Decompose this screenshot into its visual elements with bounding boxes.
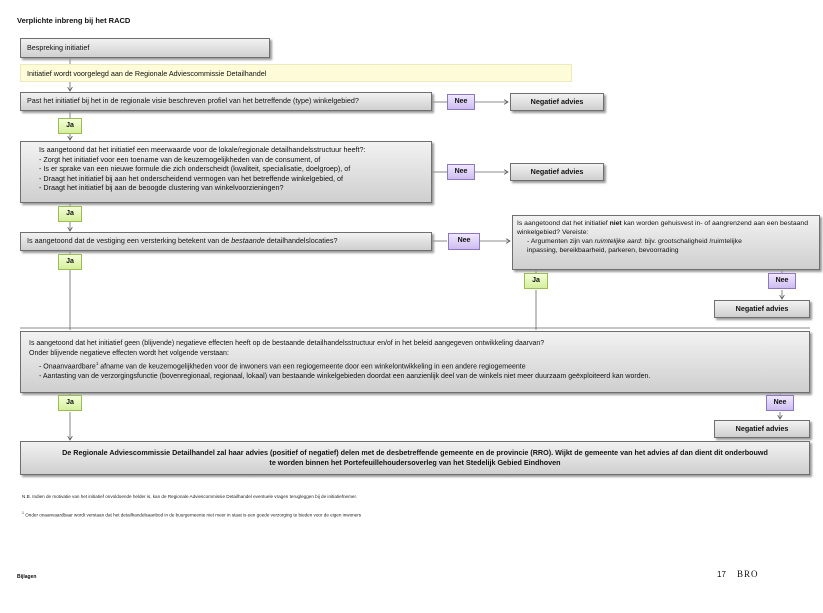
submission-note: Initiatief wordt voorgelegd aan de Regionale Adviescommissie Detailhandel	[20, 64, 572, 82]
no-label: Nee	[766, 395, 794, 411]
yes-label: Ja	[58, 118, 82, 134]
effect-item: - Aantasting van de verzorgingsfunctie (bovenregionaal, regionaal, lokaal) van bestaande winkelgebieden doordat een aanzienlijk deel van de winkels niet meer duurzaam geëxploiteerd kan worden.	[39, 373, 651, 381]
effect-item: - Onaanvaardbare	[39, 363, 96, 371]
no-label: Nee	[448, 233, 480, 250]
question-intro: Is aangetoond dat het initiatief een meerwaarde voor de lokale/regionale detailhandelsstructuur heeft?:	[39, 145, 366, 154]
negative-advice-box: Negatief advies	[714, 300, 810, 318]
requirement-text: - Argumenten zijn van	[527, 238, 595, 245]
footnote	[22, 511, 361, 518]
criterion-item: - Draagt het initiatief bij aan het onderscheidend vermogen van het betreffende winkelgebied, of	[39, 173, 343, 183]
start-box: Bespreking initiatief	[20, 38, 270, 58]
criterion-item: - Zorgt het initiatief voor een toename van de keuzemogelijkheden van de consument, of	[39, 154, 321, 164]
no-label: Nee	[447, 164, 475, 180]
footnote-mark: 1	[22, 511, 24, 515]
requirement-emphasis: ruimtelijke aard	[594, 238, 641, 245]
yes-label: Ja	[58, 206, 82, 222]
q3b-text-end: kan worden gehuisvest in- of aangrenzend aan een bestaand winkelgebied? Vereiste:	[517, 220, 808, 236]
q3-text-end: detailhandelslocaties?	[264, 236, 338, 245]
page-number: 17	[717, 570, 726, 579]
footer-section: Bijlagen	[17, 574, 37, 580]
requirement-text-end: : bijv. grootschaligheid /ruimtelijke inpassing, bereikbaarheid, parkeren, bevoorrading	[527, 238, 742, 254]
q3b-text: Is aangetoond dat het initiatief	[517, 220, 610, 227]
q3b-bold: niet	[609, 220, 622, 227]
no-label: Nee	[447, 94, 475, 110]
question-added-value	[20, 141, 432, 203]
question-profile: Past het initiatief bij het in de regionale visie beschreven profiel van het betreffende (type) winkelgebied?	[20, 92, 432, 111]
final-advice-box: De Regionale Adviescommissie Detailhandel zal haar advies (positief of negatief) delen met de desbetreffende gemeente en de provincie (RRO). Wijkt de gemeente van het advies af dan dient dit onderbouwd te worden binnen het Portefeuillehoudersoverleg van het Stedelijk Gebied Eindhoven	[20, 441, 810, 475]
page-title: Verplichte inbreng bij het RACD	[17, 16, 131, 25]
criterion-item: - Is er sprake van een nieuwe formule die zich onderscheidt (kwaliteit, specialisatie, doelgroep), of	[39, 164, 351, 174]
q3-text: Is aangetoond dat de vestiging een versterking betekent van de	[27, 236, 232, 245]
question-strengthening	[20, 232, 432, 251]
effect-item-end: afname van de keuzemogelijkheden voor de inwoners van een regiogemeente door een winkelontwikkeling in een andere regiogemeente	[98, 363, 526, 371]
negative-advice-box: Negatief advies	[510, 163, 604, 181]
criterion-item: - Draagt het initiatief bij aan de beoogde clustering van winkelvoorzieningen?	[39, 183, 284, 193]
question-negative-effects	[20, 331, 810, 393]
nb-note: N.B. Indien de motivatie van het initiatief onvoldoende helder is, kan de Regionale Adviescommissie Detailhandel eventuele vragen terugleggen bij de initiatiefnemer.	[22, 494, 358, 499]
q3-emphasis: bestaande	[231, 236, 265, 245]
bro-logo: BRO	[737, 569, 759, 579]
question-location	[512, 215, 820, 270]
q4-subtitle: Onder blijvende negatieve effecten wordt het volgende verstaan:	[29, 350, 229, 357]
no-label: Nee	[768, 273, 796, 289]
negative-advice-box: Negatief advies	[714, 420, 810, 438]
yes-label: Ja	[524, 273, 548, 289]
yes-label: Ja	[58, 395, 82, 411]
footnote-text: Onder onaanvaardbaar wordt verstaan dat het detailhandelsaanbod in de buurgemeente niet meer in staat is een goede verzorging te bieden voor de eigen inwoners	[25, 512, 362, 518]
negative-advice-box: Negatief advies	[510, 93, 604, 111]
q4-question: Is aangetoond dat het initiatief geen (blijvende) negatieve effecten heeft op de bestaande detailhandelsstructuur en/of in het beleid aangegeven ontwikkeling daarvan?	[29, 340, 545, 347]
yes-label: Ja	[58, 254, 82, 270]
footnote-ref: 1	[95, 361, 99, 366]
